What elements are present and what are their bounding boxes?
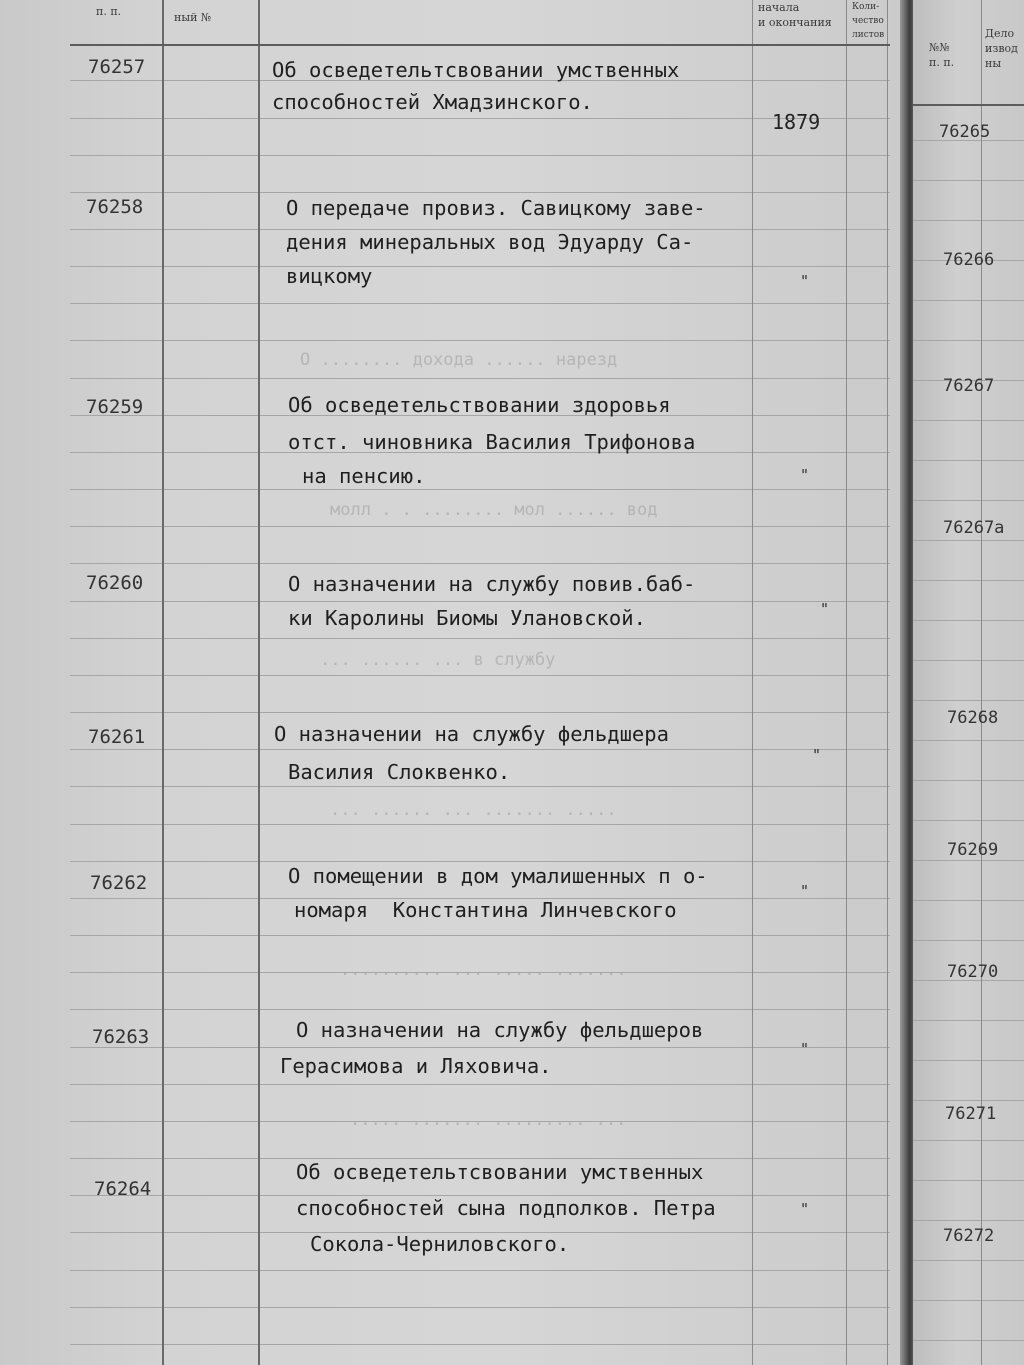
entry-date: " [800,1200,810,1218]
entry-date: " [800,272,810,290]
ruled-line [70,1270,890,1271]
entry-number: 76269 [947,840,999,860]
ruled-line [913,900,1024,901]
entry-title-line: Герасимова и Ляховича. [280,1054,552,1078]
ruled-line [70,1047,890,1048]
ruled-line [70,935,890,936]
ruled-line [70,155,890,156]
ruled-line [913,340,1024,341]
entry-title-line: отст. чиновника Василия Трифонова [288,430,696,454]
entry-number: 76266 [943,250,995,270]
bleed-through-text: молл . . ........ мол ...... вод [330,500,658,520]
ruled-line [70,489,890,490]
ruled-line [70,1158,890,1159]
ruled-line [70,1344,890,1345]
ruled-line [913,540,1024,541]
entry-date: " [800,1040,810,1058]
entry-title-line: на пенсию. [302,464,426,488]
column-divider [162,0,164,1365]
entry-title-line: Об осведетельтсвовании умственных [296,1160,704,1184]
entry-date: " [812,746,822,764]
bleed-through-text: .......... ... ..... ....... [340,960,627,980]
ruled-line [913,1220,1024,1221]
ruled-line [913,180,1024,181]
ruled-line [913,420,1024,421]
header-underline [913,104,1024,106]
ruled-line [913,700,1024,701]
entry-number: 76261 [88,726,146,748]
ruled-line [913,1260,1024,1261]
column-divider [752,0,753,1365]
entry-number: 76265 [939,122,991,142]
entry-number: 76258 [86,196,144,218]
ruled-line [70,340,890,341]
ruled-line [913,820,1024,821]
ruled-line [913,300,1024,301]
ruled-line [70,749,890,750]
entry-title-line: О назначении на службу фельдшеров [296,1018,704,1042]
entry-number: 76267а [943,518,1005,538]
ruled-line [70,1307,890,1308]
column-divider [981,0,982,1365]
entry-number: 76267 [943,376,995,396]
ruled-line [913,1100,1024,1101]
ruled-line [913,1180,1024,1181]
ruled-line [70,638,890,639]
entry-number: 76270 [947,962,999,982]
ruled-line [913,460,1024,461]
entry-title-line: О помещении в дом умалишенных п о- [288,864,708,888]
entry-title-line: Об осведетельствовании здоровья [288,393,671,417]
ruled-line [913,1300,1024,1301]
bleed-through-text: О ........ дохода ...... нарезд [300,350,618,370]
column-divider [258,0,260,1365]
ruled-line [913,860,1024,861]
entry-title-line: вицкому [286,264,373,288]
bleed-through-text: ... ...... ... ....... ..... [330,800,617,820]
entry-title-line: ки Каролины Биомы Улановской. [288,606,646,630]
header-underline [70,44,890,46]
ruled-line [913,740,1024,741]
ruled-line [913,660,1024,661]
ruled-line [70,118,890,119]
ruled-line [913,500,1024,501]
ruled-line [913,1060,1024,1061]
entry-title-line: О назначении на службу повив.баб- [288,572,696,596]
entry-title-line: номаря Константина Линчевского [294,898,677,922]
header-col-dates: начала и окончания [758,1,832,29]
entry-title-line: способностей Хмадзинского. [272,90,593,114]
entry-number: 76259 [86,396,144,418]
entry-title-line: Об осведетельтсвовании умственных [272,58,680,82]
entry-number: 76268 [947,708,999,728]
ruled-line [70,1009,890,1010]
header-col-case: Дело извод ны [985,27,1018,70]
ruled-line [70,601,890,602]
entry-date: " [800,466,810,484]
ruled-line [913,620,1024,621]
ruled-line [913,940,1024,941]
entry-title-line: дения минеральных вод Эдуарду Са- [286,230,694,254]
ruled-line [70,563,890,564]
entry-number: 76272 [943,1226,995,1246]
entry-number: 76262 [90,872,148,894]
entry-date: " [800,882,810,900]
entry-number: 76264 [94,1178,152,1200]
ruled-line [70,378,890,379]
column-divider [887,0,888,1365]
ruled-line [70,861,890,862]
bleed-through-text: ... ...... ... в службу [320,650,556,670]
header-col-number: №№ п. п. [929,41,955,69]
ruled-line [70,786,890,787]
ruled-line [913,780,1024,781]
entry-number: 76271 [945,1104,997,1124]
ruled-line [913,1020,1024,1021]
ruled-line [913,1140,1024,1141]
ruled-line [70,192,890,193]
header-col-number: п. п. [96,5,122,18]
ruled-line [70,675,890,676]
ruled-line [70,1084,890,1085]
ruled-line [913,220,1024,221]
ruled-line [70,303,890,304]
entry-title-line: О назначении на службу фельдшера [274,722,669,746]
right-page [913,0,1024,1365]
bleed-through-text: ..... ....... ......... ... [350,1110,627,1130]
ruled-line [70,266,890,267]
column-divider [846,0,847,1365]
entry-number: 76257 [88,56,146,78]
header-col-sheets: Коли- чество листов [852,2,885,40]
entry-number: 76263 [92,1026,150,1048]
entry-date: " [820,600,830,618]
ruled-line [70,526,890,527]
header-col-archive: ный № [174,11,212,24]
entry-title-line: Василия Слоквенко. [288,760,511,784]
ruled-line [70,824,890,825]
ruled-line [70,712,890,713]
ruled-line [913,580,1024,581]
entry-title-line: О передаче провиз. Савицкому заве- [286,196,706,220]
entry-title-line: Сокола-Черниловского. [310,1232,570,1256]
ruled-line [913,1340,1024,1341]
entry-number: 76260 [86,572,144,594]
entry-date: 1879 [772,110,821,134]
entry-title-line: способностей сына подполков. Петра [296,1196,716,1220]
